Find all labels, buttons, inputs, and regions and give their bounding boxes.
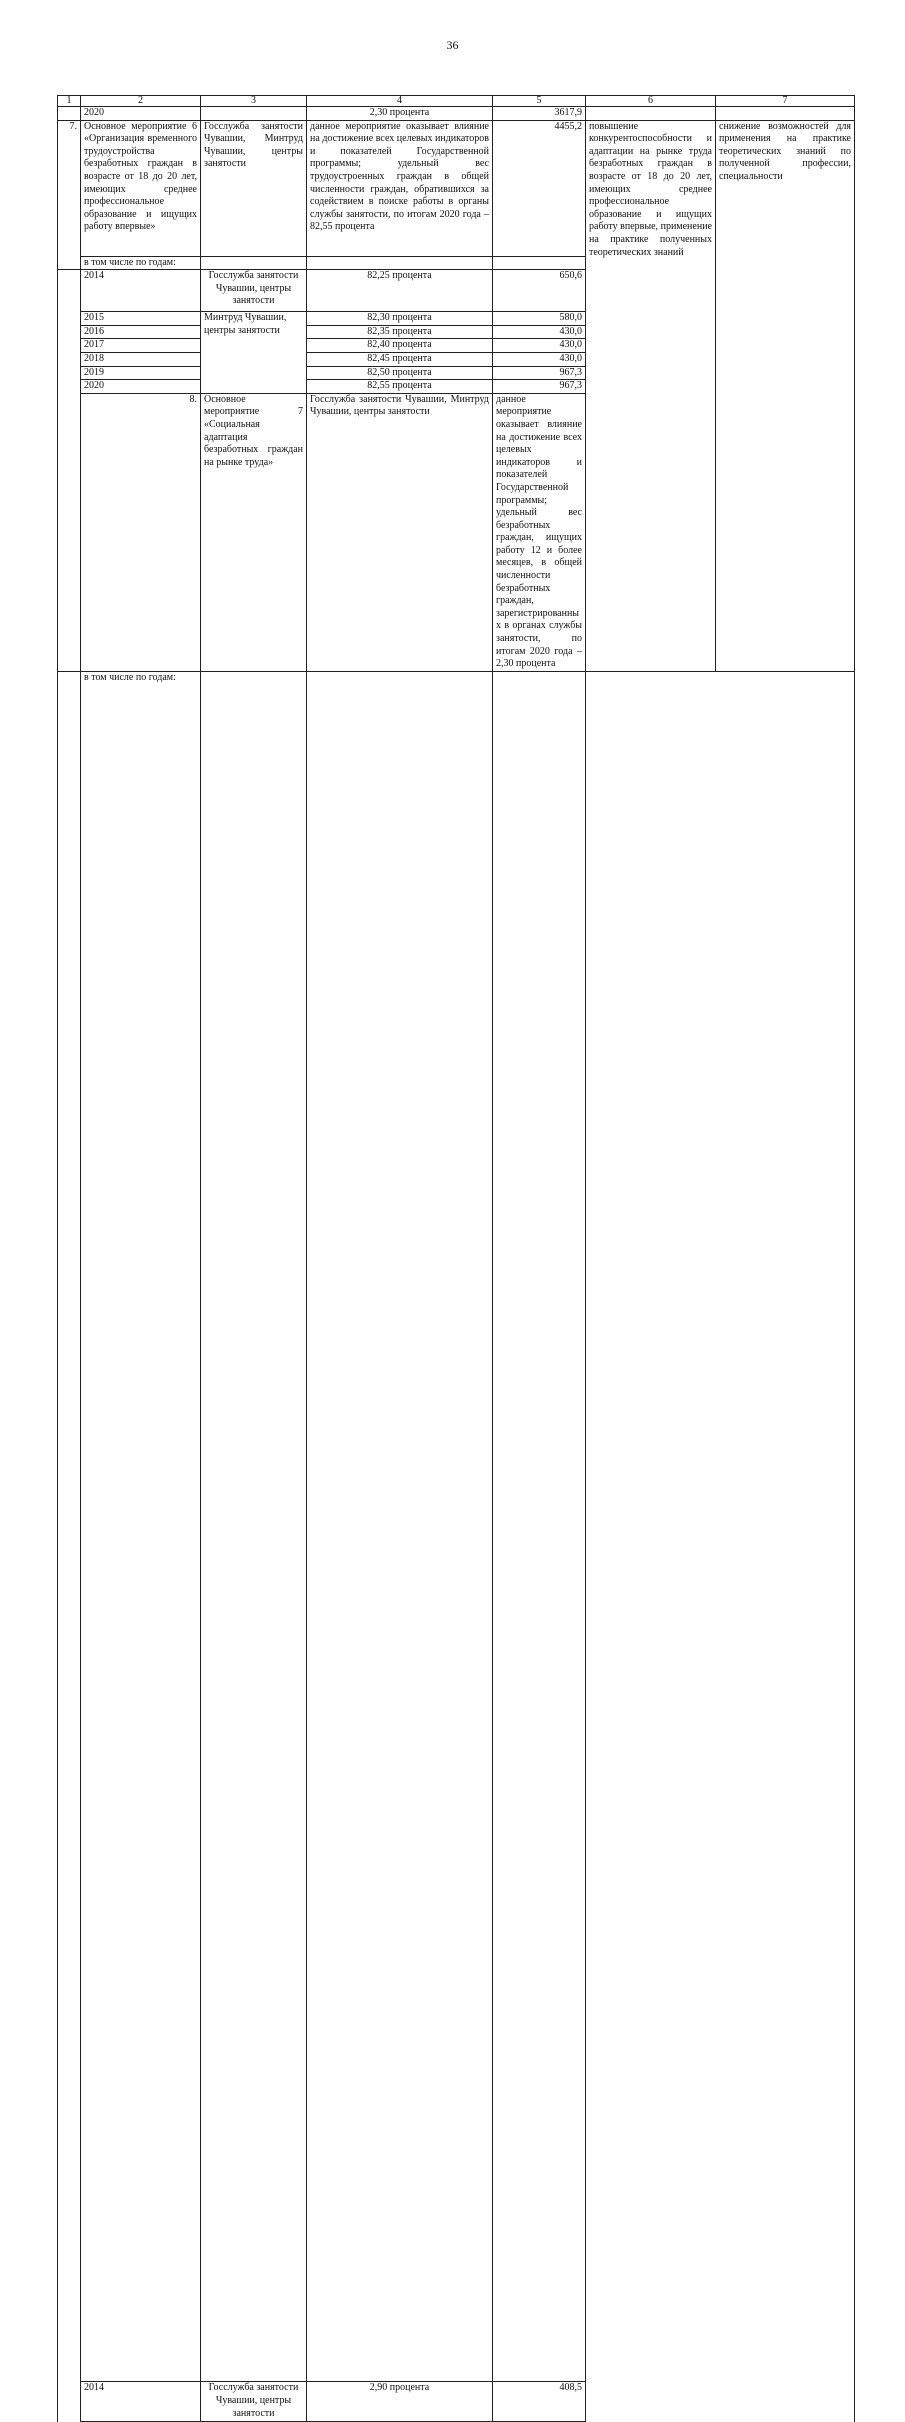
executor-cell: Госслужба занятости Чувашии, Минтруд Чувашии, центры занятости	[201, 120, 307, 256]
header-cell: 3	[201, 96, 307, 107]
header-cell: 2	[81, 96, 201, 107]
header-row	[58, 96, 855, 107]
year-cell: 2020	[81, 107, 201, 121]
amount-cell: 430,0	[493, 339, 586, 353]
indicator-cell: 82,25 процента	[307, 270, 493, 312]
executor-cell: Минтруд Чувашии, центры занятости	[201, 312, 307, 394]
header-cell: 5	[493, 96, 586, 107]
expected-result: повышение конкурентоспособности и адаптации на рынке труда безработных граждан в возрасте от 18 до 20 лет, имеющих среднее профессиональное образование и ищущих работу впервые, применение на практике полученных теоретических знаний	[586, 120, 716, 671]
page-number: 36	[446, 38, 459, 52]
item-number: 8.	[81, 393, 201, 671]
indicator-cell: 82,45 процента	[307, 352, 493, 366]
table-row	[58, 2382, 855, 2422]
item-number: 7.	[58, 120, 81, 270]
program-table	[57, 95, 855, 2422]
event-name: Основное мероприятие 7 «Социальная адаптация безработных граждан на рынке труда»	[201, 393, 307, 671]
year-cell: 2014	[81, 270, 201, 312]
indicator-cell: данное мероприятие оказывает влияние на достижение всех целевых индикаторов и показателей Государственной программы; удельный вес безработных граждан, ищущих работу 12 и более месяцев, в общей численности безработных граждан, зарегистрированных в органах службы занятости, по итогам 2020 года – 2,30 процента	[493, 393, 586, 671]
year-cell: 2019	[81, 366, 201, 380]
risk-cell: снижение возможностей для применения на практике теоретических знаний по полученной профессии, специальности	[716, 120, 855, 671]
executor-cell: Госслужба занятости Чувашии, центры занятости	[201, 2382, 307, 2422]
table-row	[58, 671, 855, 2382]
amount-cell: 3617,9	[493, 107, 586, 121]
indicator-cell: 82,35 процента	[307, 325, 493, 339]
year-cell: 2014	[81, 2382, 201, 2422]
executor-cell: Госслужба занятости Чувашии, центры занятости	[201, 270, 307, 312]
indicator-cell: данное мероприятие оказывает влияние на достижение всех целевых индикаторов и показателей Государственной программы; удельный вес трудоустроенных граждан в общей численности граждан, обратившихся за содействием в поиске работы в органы службы занятости, по итогам 2020 года – 82,55 процента	[307, 120, 493, 256]
amount-cell: 4455,2	[493, 120, 586, 256]
indicator-cell: 82,40 процента	[307, 339, 493, 353]
year-cell: 2015	[81, 312, 201, 326]
year-cell: 2018	[81, 352, 201, 366]
amount-cell: 650,6	[493, 270, 586, 312]
event-name: Основное мероприятие 6 «Организация временного трудоустройства безработных граждан в возрасте от 18 до 20 лет, имеющих среднее профессиональное образование и ищущих работу впервые»	[81, 120, 201, 256]
amount-cell: 430,0	[493, 325, 586, 339]
header-cell: 6	[586, 96, 716, 107]
year-cell: 2016	[81, 325, 201, 339]
header-cell: 1	[58, 96, 81, 107]
indicator-cell: 82,50 процента	[307, 366, 493, 380]
table-row	[58, 107, 855, 121]
indicator-cell: 82,55 процента	[307, 380, 493, 394]
year-cell: 2017	[81, 339, 201, 353]
header-cell: 7	[716, 96, 855, 107]
indicator-cell: 82,30 процента	[307, 312, 493, 326]
amount-cell: 967,3	[493, 366, 586, 380]
by-years-label: в том числе по годам:	[81, 256, 201, 270]
header-cell: 4	[307, 96, 493, 107]
amount-cell: 967,3	[493, 380, 586, 394]
amount-cell: 430,0	[493, 352, 586, 366]
executor-cell: Госслужба занятости Чувашии, Минтруд Чувашии, центры занятости	[307, 393, 493, 671]
table-row	[58, 120, 855, 256]
indicator-cell: 2,90 процента	[307, 2382, 493, 2422]
by-years-label: в том числе по годам:	[81, 671, 201, 2382]
amount-cell: 408,5	[493, 2382, 586, 2422]
amount-cell: 580,0	[493, 312, 586, 326]
indicator-cell: 2,30 процента	[307, 107, 493, 121]
year-cell: 2020	[81, 380, 201, 394]
